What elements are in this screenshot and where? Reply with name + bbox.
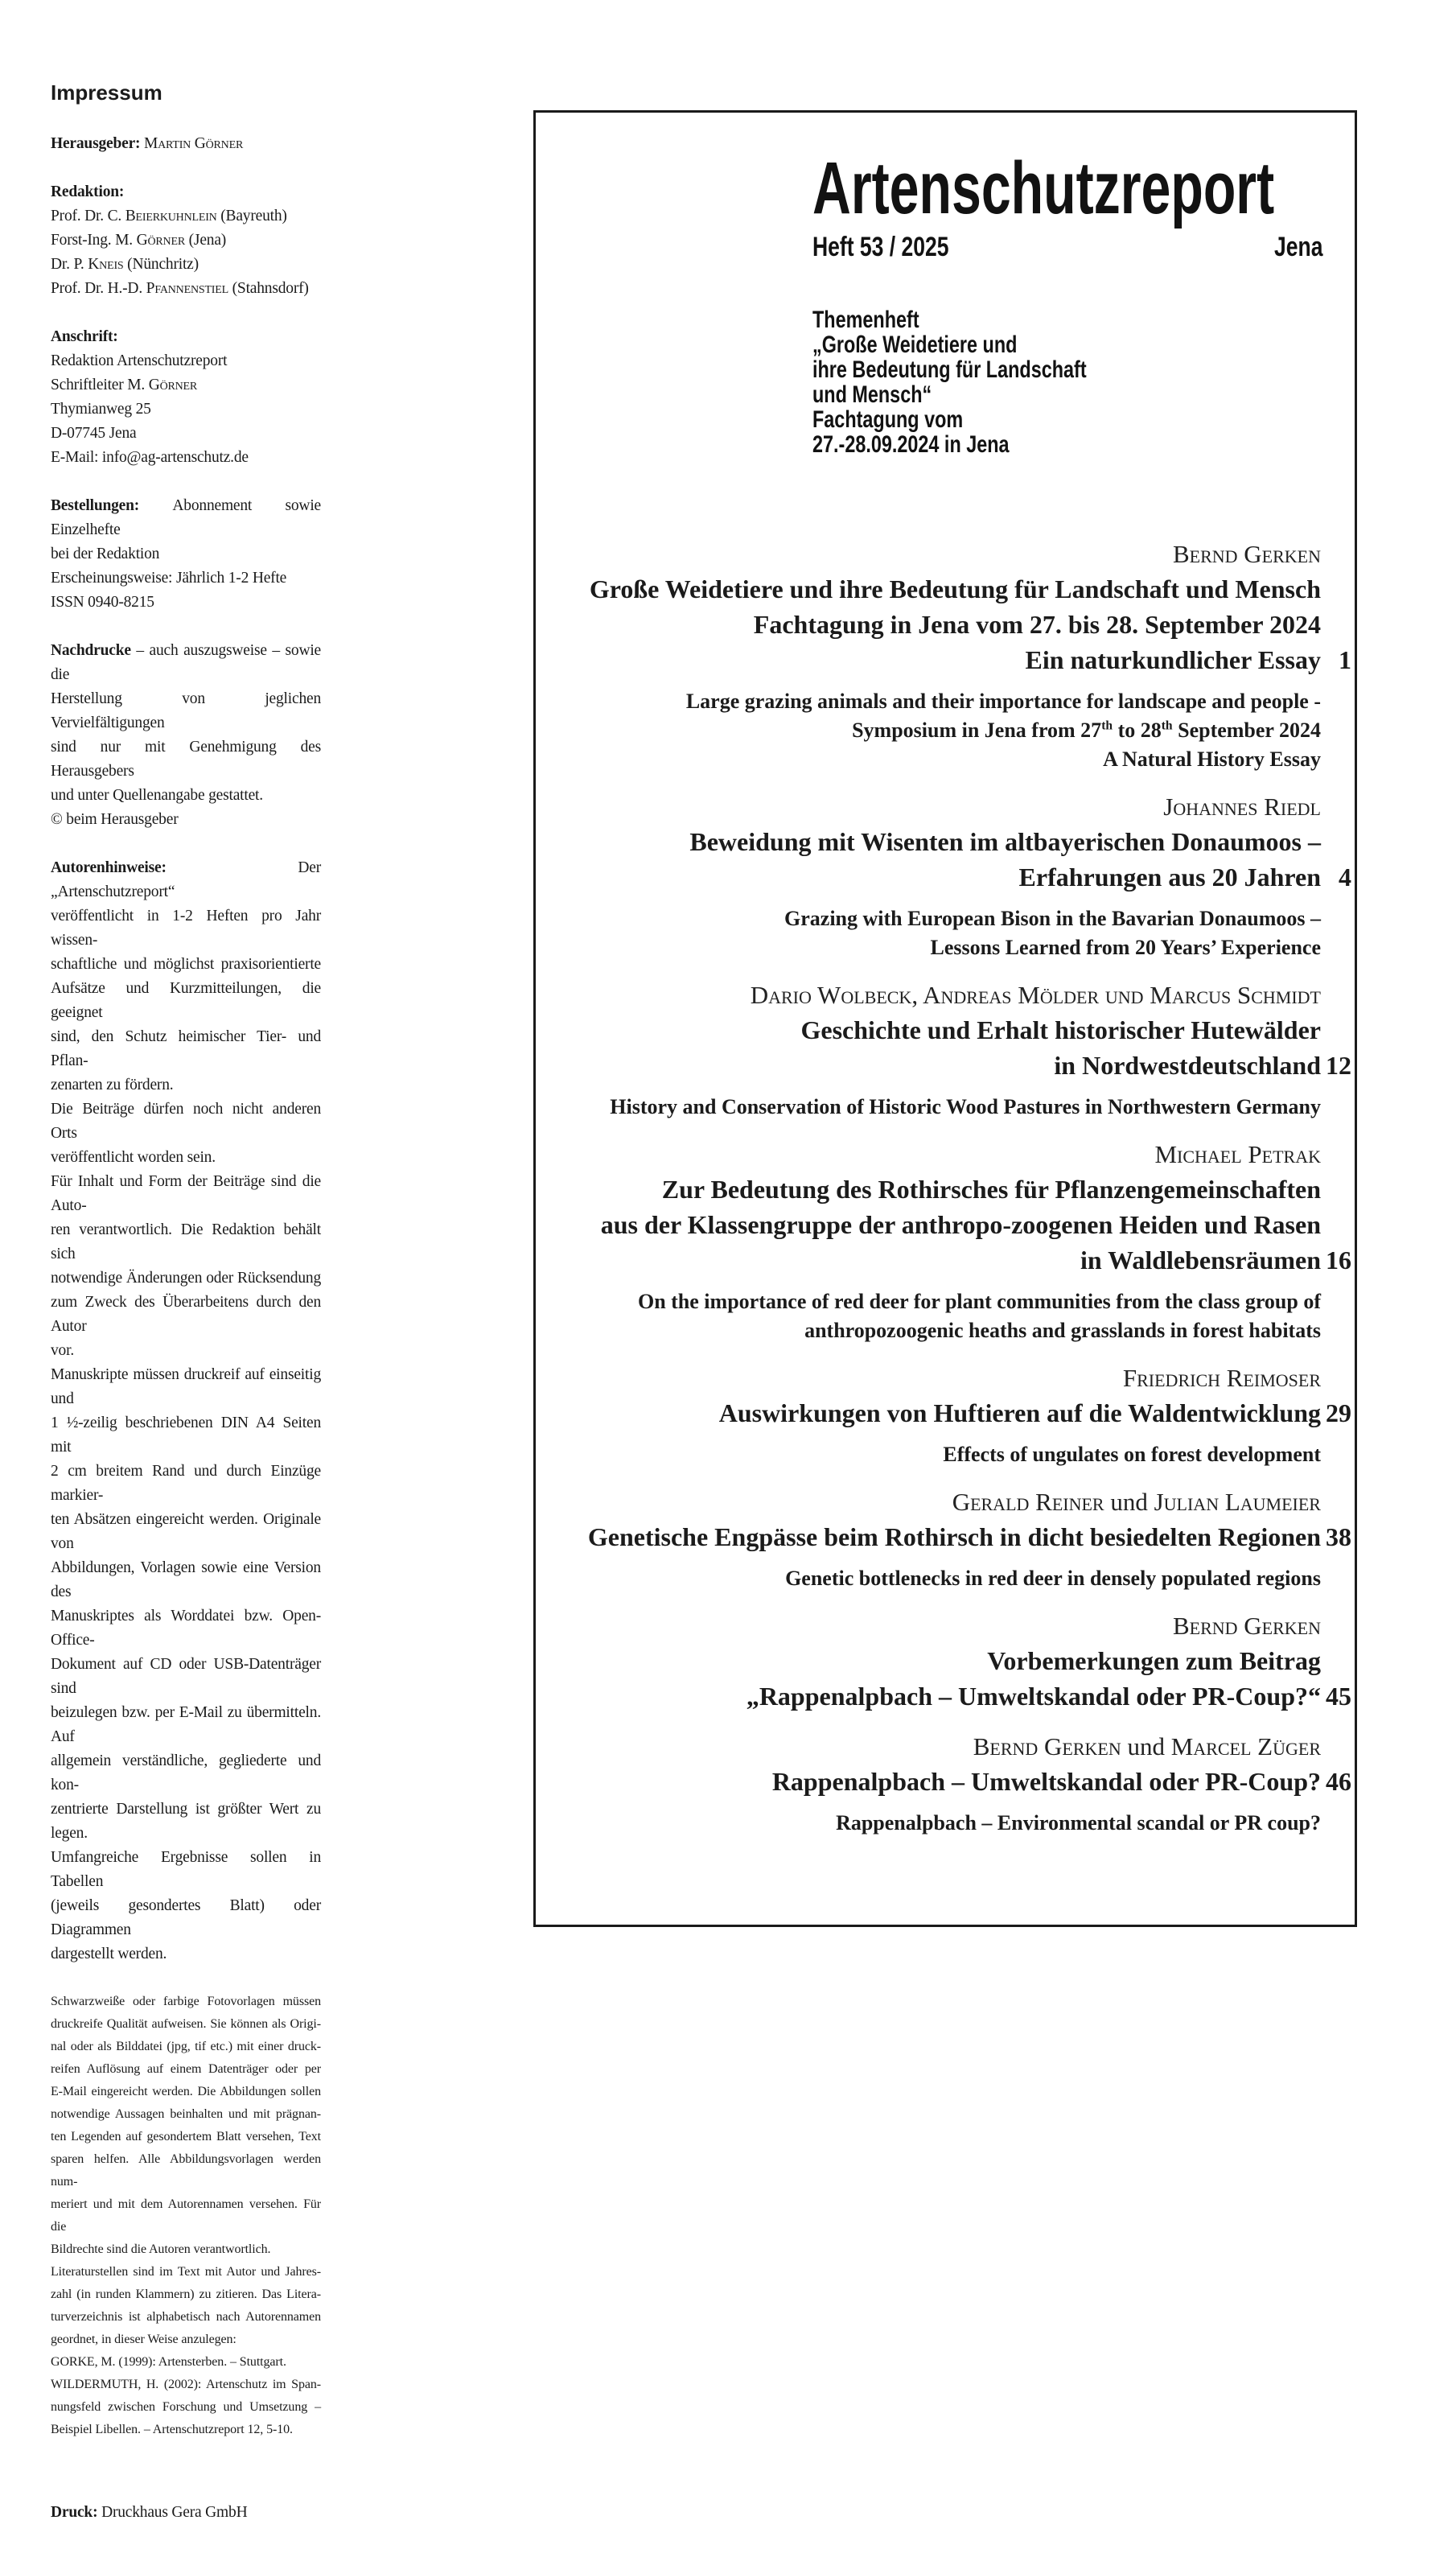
impressum-line	[51, 1942, 321, 1966]
toc-entry-authors	[552, 1609, 1321, 1643]
text-segment: vor.	[51, 1342, 74, 1359]
impressum-line	[51, 1097, 321, 1146]
impressum-line	[51, 1170, 321, 1218]
text-segment: ISSN 0940-8215	[51, 594, 154, 611]
toc-entry-authors	[552, 1138, 1321, 1172]
text-segment: Abbildungen, Vorlagen sowie eine Version des	[51, 1559, 321, 1600]
text-segment: Der „Artenschutzreport“	[51, 859, 321, 900]
toc-entry-subtitle	[552, 1809, 1321, 1838]
text-segment: Beierkuhnlein	[125, 208, 217, 224]
impressum-line	[51, 494, 321, 542]
impressum-line	[51, 422, 321, 446]
impressum-line	[51, 2351, 321, 2374]
impressum-line	[51, 591, 321, 615]
text-segment: D-07745 Jena	[51, 425, 137, 442]
toc-entry-subtitle-line	[552, 1440, 1321, 1469]
text-segment: Prof. Dr. C.	[51, 208, 125, 224]
text-segment: Lessons Learned from 20 Years’ Experience	[930, 936, 1321, 959]
impressum-block	[51, 494, 321, 615]
journal-title-text: Artenschutzreport	[812, 147, 1275, 229]
toc-entry-subtitle	[552, 1440, 1321, 1469]
text-segment: Schwarzweiße oder farbige Fotovorlagen müssen	[51, 1995, 321, 2008]
toc-title-text: „Rappenalpbach – Umweltskandal oder PR-Coup?“	[746, 1682, 1321, 1711]
toc-title-text: aus der Klassengruppe der anthropo-zoogenen Heiden und Rasen	[600, 1210, 1321, 1239]
impressum-line	[51, 856, 321, 904]
text-segment: veröffentlicht worden sein.	[51, 1149, 216, 1166]
text-segment: notwendige Aussagen beinhalten und mit prägnan-	[51, 2107, 321, 2121]
text-segment: Gerald Reiner	[952, 1488, 1104, 1516]
impressum-line	[51, 349, 321, 373]
text-segment: Pfannenstiel	[146, 280, 228, 297]
toc-entry-subtitle	[552, 1287, 1321, 1345]
toc-title-text: Große Weidetiere und ihre Bedeutung für Landschaft und Mensch	[589, 574, 1321, 603]
impressum-line	[51, 1411, 321, 1460]
toc-entry-subtitle-line	[552, 687, 1321, 716]
text-segment: zahl (in runden Klammern) zu zitieren. Das Litera-	[51, 2288, 321, 2301]
impressum-line	[51, 735, 321, 784]
impressum-column	[51, 80, 321, 2549]
text-segment: On the importance of red deer for plant communities from the class group of	[637, 1290, 1321, 1313]
text-segment: dargestellt werden.	[51, 1946, 167, 1962]
toc-title-text: Zur Bedeutung des Rothirsches für Pflanzengemeinschaften	[661, 1175, 1321, 1204]
masthead-theme-line	[812, 332, 1322, 357]
text-segment: Bildrechte sind die Autoren verantwortlich.	[51, 2242, 271, 2256]
toc-entry	[552, 1609, 1351, 1714]
impressum-line	[51, 1991, 321, 2013]
toc-entry-subtitle	[552, 1564, 1321, 1593]
impressum-line	[51, 639, 321, 687]
impressum-block	[51, 325, 321, 470]
toc-entry-title-line	[552, 859, 1351, 895]
text-segment: Thymianweg 25	[51, 401, 151, 418]
text-segment: to 28	[1113, 719, 1162, 742]
text-segment: Redaktion Artenschutzreport	[51, 352, 228, 369]
text-segment: ten Absätzen eingereicht werden. Originale von	[51, 1511, 321, 1552]
text-segment: Redaktion:	[51, 183, 125, 200]
masthead-theme-line	[812, 357, 1322, 382]
text-segment: Druckhaus Gera GmbH	[101, 2504, 248, 2521]
text-segment: zentrierte Darstellung ist größter Wert zu legen.	[51, 1801, 321, 1842]
impressum-line	[51, 180, 321, 204]
impressum-line	[51, 1339, 321, 1363]
impressum-line	[51, 132, 321, 156]
impressum-line	[51, 687, 321, 735]
text-segment: September 2024	[1172, 719, 1321, 742]
impressum-line	[51, 1146, 321, 1170]
text-segment: Bernd Gerken	[973, 1732, 1121, 1760]
impressum-line	[51, 229, 321, 253]
text-segment: Autorenhinweise:	[51, 859, 298, 876]
impressum-line	[51, 397, 321, 422]
impressum-line	[51, 204, 321, 229]
text-segment: th	[1161, 719, 1173, 733]
text-segment: Nachdrucke	[51, 642, 131, 659]
text-segment: turverzeichnis ist alphabetisch nach Autorennamen	[51, 2310, 321, 2324]
text-segment: Abonnement sowie Einzelhefte	[51, 497, 321, 538]
text-segment: Friedrich Reimoser	[1122, 1364, 1321, 1392]
toc-entry-authors	[552, 537, 1321, 571]
masthead-theme-text: 27.-28.09.2024 in Jena	[812, 431, 1010, 458]
text-segment: © beim Herausgeber	[51, 811, 179, 828]
text-segment: beizulegen bzw. per E-Mail zu übermitteln. Auf	[51, 1704, 321, 1745]
masthead-theme-text: Themenheft	[812, 307, 919, 333]
impressum-line	[51, 1604, 321, 1653]
toc-title-text: in Waldlebensräumen	[1080, 1246, 1321, 1274]
text-segment: – auch auszugsweise – sowie die	[51, 642, 321, 683]
impressum-block	[51, 132, 321, 156]
text-segment: (jeweils gesondertes Blatt) oder Diagrammen	[51, 1897, 321, 1938]
text-segment: Schriftleiter M.	[51, 377, 149, 393]
impressum-line	[51, 1556, 321, 1604]
impressum-line	[51, 2126, 321, 2148]
text-segment: Marcel Züger	[1170, 1732, 1321, 1760]
text-segment: th	[1101, 719, 1113, 733]
toc-title-text: Beweidung mit Wisenten im altbayerischen Donaumoos –	[689, 827, 1321, 856]
text-segment: Symposium in Jena from 27	[852, 719, 1102, 742]
toc-page-number: 38	[1326, 1522, 1351, 1551]
text-segment: 2 cm breitem Rand und durch Einzüge markier-	[51, 1463, 321, 1504]
text-segment: Kneis	[88, 256, 124, 273]
impressum-line	[51, 977, 321, 1025]
text-segment: 1 ½-zeilig beschriebenen DIN A4 Seiten mit	[51, 1415, 321, 1456]
text-segment: schaftliche und möglichst praxisorientierte	[51, 956, 321, 973]
issue-city: Jena	[1273, 232, 1322, 262]
text-segment: Görner	[148, 377, 198, 393]
toc-entry-subtitle-line	[552, 1093, 1321, 1122]
text-segment: Umfangreiche Ergebnisse sollen in Tabellen	[51, 1849, 321, 1890]
impressum-line	[51, 808, 321, 832]
text-segment: Aufsätze und Kurzmitteilungen, die geeignet	[51, 980, 321, 1021]
text-segment: und	[1121, 1732, 1171, 1760]
impressum-line	[51, 253, 321, 277]
impressum-line	[51, 1894, 321, 1942]
text-segment: und	[1104, 1488, 1154, 1516]
toc-entry-title-line	[552, 1395, 1351, 1431]
impressum-line	[51, 2036, 321, 2058]
text-segment: und unter Quellenangabe gestattet.	[51, 787, 263, 804]
text-segment: E-Mail: info@ag-artenschutz.de	[51, 449, 249, 466]
toc-entry-title-line	[552, 1643, 1321, 1678]
text-segment: Bernd Gerken	[1172, 540, 1321, 568]
toc-entry-title-line	[552, 1242, 1351, 1278]
text-segment: Anschrift:	[51, 328, 118, 345]
text-segment: meriert und mit dem Autorennamen versehen. Für die	[51, 2197, 321, 2234]
contents-box	[533, 110, 1357, 1927]
toc-title-text: Fachtagung in Jena vom 27. bis 28. September 2024	[753, 610, 1321, 639]
masthead-theme-text: ihre Bedeutung für Landschaft	[812, 356, 1087, 383]
text-segment: zum Zweck des Überarbeitens durch den Autor	[51, 1294, 321, 1335]
toc-entry-subtitle-line	[552, 745, 1321, 774]
impressum-line	[51, 1653, 321, 1701]
text-segment: druckreife Qualität aufweisen. Sie können als Origi-	[51, 2017, 321, 2031]
text-segment: Genetic bottlenecks in red deer in densely populated regions	[785, 1567, 1321, 1590]
toc-entry-title-line	[552, 1048, 1351, 1083]
text-segment: sind, den Schutz heimischer Tier- und Pflan-	[51, 1028, 321, 1069]
toc-entry	[552, 978, 1351, 1122]
impressum-line	[51, 784, 321, 808]
text-segment: sparen helfen. Alle Abbildungsvorlagen werden num-	[51, 2152, 321, 2189]
journal-title	[812, 147, 1322, 229]
toc-entry	[552, 1485, 1351, 1593]
toc-entry-title-line	[552, 1519, 1351, 1555]
text-segment: Druck:	[51, 2504, 102, 2521]
impressum-line	[51, 1218, 321, 1266]
text-segment: (Bayreuth)	[216, 208, 287, 224]
impressum-line	[51, 2396, 321, 2419]
theme-block	[812, 307, 1322, 457]
text-segment: allgemein verständliche, gegliederte und kon-	[51, 1752, 321, 1793]
impressum-blocks	[51, 132, 321, 2525]
text-segment: (Jena)	[184, 232, 227, 249]
toc-page-number: 45	[1326, 1682, 1351, 1711]
toc-entry-authors	[552, 978, 1321, 1012]
text-segment: Julian Laumeier	[1154, 1488, 1321, 1516]
text-segment: veröffentlicht in 1-2 Heften pro Jahr wissen-	[51, 908, 321, 949]
text-segment: bei der Redaktion	[51, 546, 160, 562]
toc-entry	[552, 1138, 1351, 1345]
impressum-line	[51, 446, 321, 470]
impressum-line	[51, 542, 321, 566]
impressum-block	[51, 180, 321, 301]
text-segment: Martin Görner	[144, 135, 244, 152]
impressum-block	[51, 856, 321, 1966]
text-segment: Michael Petrak	[1154, 1140, 1321, 1168]
impressum-line	[51, 2374, 321, 2396]
text-segment: Herstellung von jeglichen Vervielfältigungen	[51, 690, 321, 731]
toc-entry	[552, 1361, 1351, 1469]
text-segment: reifen Auflösung auf einem Datenträger oder per	[51, 2062, 321, 2076]
text-segment: Die Beiträge dürfen noch nicht anderen Orts	[51, 1101, 321, 1142]
text-segment: Görner	[136, 232, 185, 249]
text-segment: Herausgeber:	[51, 135, 144, 152]
toc-title-text: Vorbemerkungen zum Beitrag	[987, 1646, 1321, 1675]
text-segment: notwendige Änderungen oder Rücksendung	[51, 1270, 321, 1287]
text-segment: Forst-Ing. M.	[51, 232, 137, 249]
toc-title-text: Erfahrungen aus 20 Jahren	[1018, 863, 1321, 892]
text-segment: ren verantwortlich. Die Redaktion behält sich	[51, 1221, 321, 1262]
text-segment: Beispiel Libellen. – Artenschutzreport 12, 5-10.	[51, 2423, 293, 2436]
text-segment: nungsfeld zwischen Forschung und Umsetzung –	[51, 2400, 321, 2414]
toc-entry-subtitle-line	[552, 933, 1321, 962]
toc-entry-title-line	[552, 571, 1321, 607]
text-segment: Prof. Dr. H.-D.	[51, 280, 146, 297]
text-segment: Large grazing animals and their importance for landscape and people -	[685, 690, 1321, 713]
toc-entry-subtitle-line	[552, 1564, 1321, 1593]
text-segment: Für Inhalt und Form der Beiträge sind die Auto-	[51, 1173, 321, 1214]
toc-title-text: Geschichte und Erhalt historischer Hutewälder	[800, 1015, 1321, 1044]
impressum-line	[51, 2013, 321, 2036]
impressum-line	[51, 2306, 321, 2329]
impressum-line	[51, 1073, 321, 1097]
toc-entry-subtitle-line	[552, 716, 1321, 745]
toc-entry	[552, 790, 1351, 962]
masthead-theme-text: „Große Weidetiere und	[812, 331, 1018, 358]
toc-entry-title-line	[552, 1678, 1351, 1714]
toc-entry-title-line	[552, 1207, 1321, 1242]
masthead-theme-line	[812, 407, 1322, 432]
impressum-block	[51, 2501, 321, 2525]
toc-page-number: 16	[1326, 1246, 1351, 1274]
text-segment: (Nünchritz)	[123, 256, 199, 273]
masthead-theme-line	[812, 382, 1322, 407]
text-segment: E-Mail eingereicht werden. Die Abbildungen sollen	[51, 2085, 321, 2098]
text-segment: Manuskriptes als Worddatei bzw. Open-Office-	[51, 1608, 321, 1649]
impressum-line	[51, 953, 321, 977]
toc-entry-title-line	[552, 1012, 1321, 1048]
toc-title-text: Genetische Engpässe beim Rothirsch in dicht besiedelten Regionen	[587, 1522, 1321, 1551]
text-segment: ten Legenden auf gesondertem Blatt versehen, Text	[51, 2130, 321, 2143]
toc-entry-title-line	[552, 607, 1321, 642]
text-segment: History and Conservation of Historic Wood Pastures in Northwestern Germany	[610, 1095, 1321, 1118]
text-segment: WILDERMUTH, H. (2002): Artenschutz im Span-	[51, 2378, 321, 2391]
toc-entry-subtitle-line	[552, 1809, 1321, 1838]
impressum-line	[51, 277, 321, 301]
impressum-line	[51, 2148, 321, 2193]
impressum-line	[51, 2193, 321, 2238]
text-segment: sind nur mit Genehmigung des Herausgebers	[51, 739, 321, 780]
toc-entry-authors	[552, 1485, 1321, 1519]
impressum-block	[51, 639, 321, 832]
issue-number: Heft 53 / 2025	[812, 232, 949, 262]
text-segment: Dario Wolbeck, Andreas Mölder und Marcus Schmidt	[750, 981, 1321, 1009]
impressum-line	[51, 2103, 321, 2126]
impressum-line	[51, 2058, 321, 2081]
impressum-line	[51, 2329, 321, 2351]
impressum-line	[51, 1797, 321, 1846]
text-segment: GORKE, M. (1999): Artensterben. – Stuttgart.	[51, 2355, 286, 2369]
impressum-line	[51, 373, 321, 397]
toc	[536, 537, 1355, 1838]
masthead-theme-text: und Mensch“	[812, 381, 932, 408]
impressum-line	[51, 1749, 321, 1797]
toc-entry	[552, 1730, 1351, 1838]
toc-title-text: in Nordwestdeutschland	[1054, 1051, 1321, 1080]
impressum-line	[51, 1460, 321, 1508]
text-segment: (Stahnsdorf)	[228, 280, 309, 297]
impressum-line	[51, 1363, 321, 1411]
toc-title-text: Auswirkungen von Huftieren auf die Waldentwicklung	[718, 1398, 1321, 1427]
toc-entry-subtitle-line	[552, 1316, 1321, 1345]
toc-entry-subtitle-line	[552, 1287, 1321, 1316]
toc-entry	[552, 537, 1351, 774]
toc-page-number: 1	[1339, 645, 1351, 674]
impressum-line	[51, 1508, 321, 1556]
text-segment: geordnet, in dieser Weise anzulegen:	[51, 2333, 236, 2346]
impressum-line	[51, 2419, 321, 2441]
text-segment: Literaturstellen sind im Text mit Autor und Jahres-	[51, 2265, 321, 2279]
text-segment: anthropozoogenic heaths and grasslands in forest habitats	[804, 1319, 1321, 1342]
masthead-theme-line	[812, 432, 1322, 457]
impressum-line	[51, 2283, 321, 2306]
text-segment: Bestellungen:	[51, 497, 173, 514]
issue-row	[812, 230, 1322, 264]
impressum-line	[51, 1266, 321, 1291]
toc-page-number: 46	[1326, 1767, 1351, 1796]
toc-title-text: Rappenalpbach – Umweltskandal oder PR-Coup?	[771, 1767, 1321, 1796]
impressum-line	[51, 1025, 321, 1073]
toc-entry-authors	[552, 790, 1321, 824]
toc-entry-title-line	[552, 824, 1321, 859]
text-segment: Grazing with European Bison in the Bavarian Donaumoos –	[784, 907, 1321, 930]
toc-page-number: 4	[1339, 863, 1351, 892]
text-segment: Erscheinungsweise: Jährlich 1-2 Hefte	[51, 570, 287, 587]
text-segment: Manuskripte müssen druckreif auf einseitig und	[51, 1366, 321, 1407]
toc-entry-subtitle	[552, 1093, 1321, 1122]
toc-page-number: 29	[1326, 1398, 1351, 1427]
text-segment: zenarten zu fördern.	[51, 1077, 174, 1093]
toc-title-text: Ein naturkundlicher Essay	[1025, 645, 1321, 674]
toc-entry-authors	[552, 1730, 1321, 1764]
impressum-line	[51, 2238, 321, 2261]
impressum-line	[51, 1701, 321, 1749]
impressum-line	[51, 2261, 321, 2283]
toc-entry-title-line	[552, 1764, 1351, 1799]
toc-entry-subtitle	[552, 904, 1321, 962]
impressum-line	[51, 325, 321, 349]
toc-entry-subtitle-line	[552, 904, 1321, 933]
impressum-line	[51, 1291, 321, 1339]
masthead-theme-text: Fachtagung vom	[812, 406, 964, 433]
toc-entry-title-line	[552, 642, 1351, 677]
impressum-heading: Impressum	[51, 80, 162, 105]
toc-page-number: 12	[1326, 1051, 1351, 1080]
masthead	[812, 147, 1322, 458]
text-segment: Johannes Riedl	[1163, 793, 1321, 821]
text-segment: nal oder als Bilddatei (jpg, tif etc.) mit einer druck-	[51, 2040, 321, 2053]
text-segment: Dokument auf CD oder USB-Datenträger sind	[51, 1656, 321, 1697]
impressum-line	[51, 904, 321, 953]
toc-entry-authors	[552, 1361, 1321, 1395]
text-segment: Bernd Gerken	[1172, 1612, 1321, 1640]
impressum-block	[51, 1991, 321, 2441]
impressum-line	[51, 2501, 321, 2525]
masthead-theme-line	[812, 307, 1322, 332]
text-segment: Dr. P.	[51, 256, 88, 273]
impressum-line	[51, 566, 321, 591]
text-segment: A Natural History Essay	[1103, 747, 1321, 771]
text-segment: Effects of ungulates on forest development	[943, 1443, 1321, 1466]
toc-entry-title-line	[552, 1172, 1321, 1207]
impressum-line	[51, 1846, 321, 1894]
toc-entry-subtitle	[552, 687, 1321, 774]
text-segment: Rappenalpbach – Environmental scandal or PR coup?	[836, 1811, 1321, 1835]
impressum-line	[51, 2081, 321, 2103]
